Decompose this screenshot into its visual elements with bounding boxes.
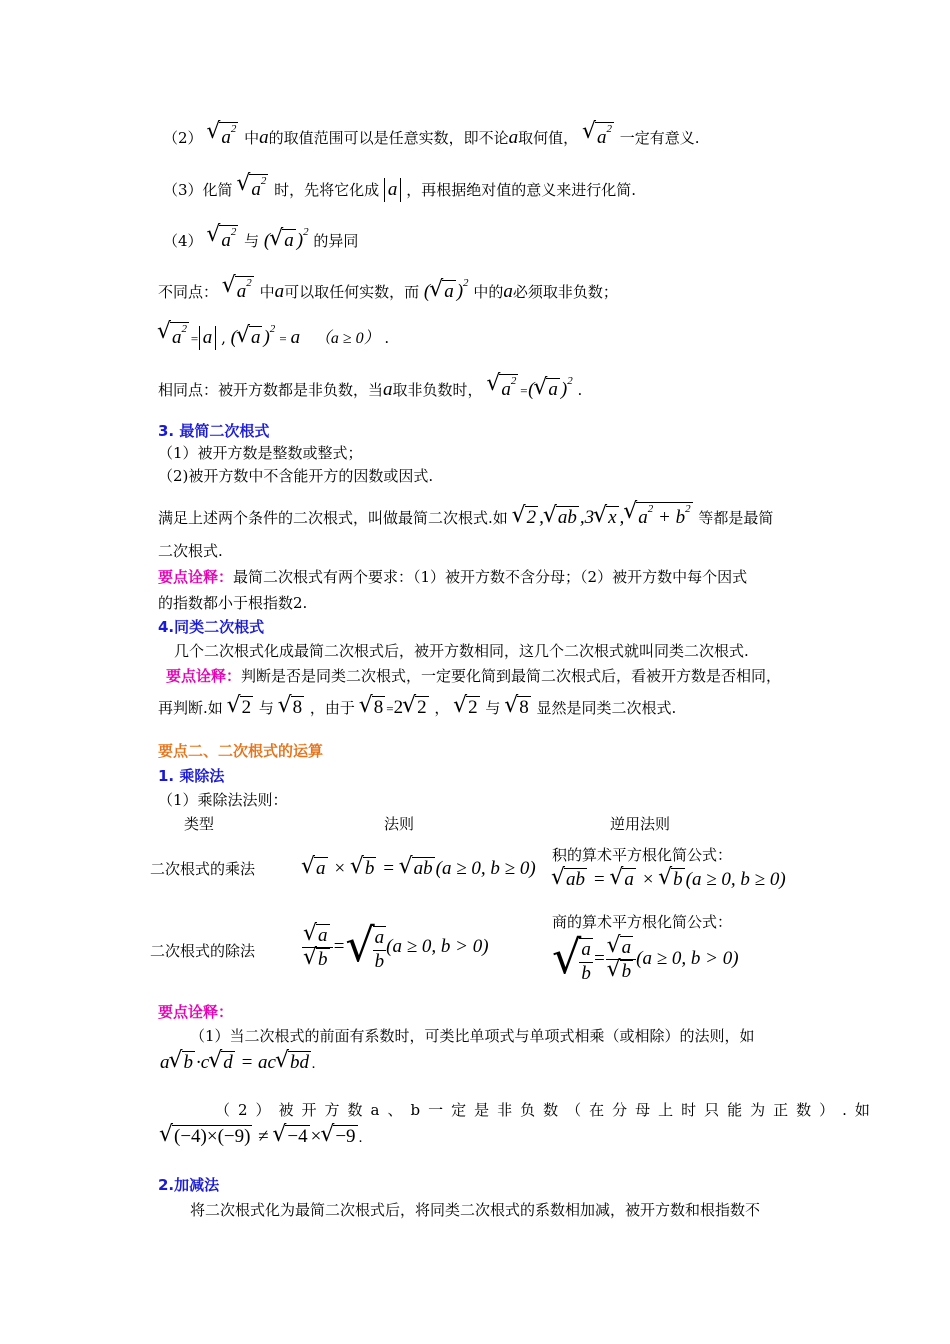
col-header-rule: 法则 <box>384 815 415 833</box>
heading-operations: 要点二、二次根式的运算 <box>158 742 324 760</box>
similar-def: 几个二次根式化成最简二次根式后，被开方数相同，这几个二次根式就叫同类二次根式. <box>174 642 749 660</box>
line-simplest-def-cont: 二次根式. <box>158 542 223 560</box>
math-sqrt8: √ 8 <box>505 697 532 718</box>
sub-rules: （1）乘除法法则： <box>158 791 288 809</box>
math-sqrt8: √ 8 <box>279 697 306 718</box>
math-sqrt-a-squared: (√ a )$^2$ <box>424 281 469 302</box>
formula-division: √ a √ b = √ $\frac{a}{b}$ (a ≥ 0, b > 0) <box>302 922 489 974</box>
condition-1: （1）被开方数是整数或整式； <box>158 444 363 462</box>
math-sqrt-a2: √ $a^2$ <box>223 281 255 302</box>
math-sqrt-a-squared: (√ a )$^2$ <box>264 230 309 251</box>
type-division: 二次根式的除法 <box>150 942 256 960</box>
math-condition: （a ≥ 0） <box>314 330 380 347</box>
formula-div-inverse: √ $\frac{a}{b}$ = √ a √ b (a ≥ 0, b > 0) <box>552 934 739 986</box>
note-similar: 要点诠释：判断是否是同类二次根式，一定要化简到最简二次根式后，看被开方数是否相同， <box>166 667 782 685</box>
math-simplest-examples: √ 2 ,√ ab ,3√ x ,√ $a^2 + b^2$ <box>513 507 694 528</box>
heading-add-sub: 2.加减法 <box>158 1176 220 1194</box>
line-p3: （3）化简 √ $a^2$ 时，先将它化成 a ，再根据绝对值的意义来进行化简. <box>163 174 636 202</box>
line-diff: 不同点： √ $a^2$ 中a可以取任何实数，而 (√ a )$^2$ 中的a必须取非负数； <box>158 276 618 304</box>
math-sqrt-a2-eq-sq: √ $a^2=(√$ a )$^2$ <box>487 379 572 400</box>
inverse-div-title: 商的算术平方根化简公式： <box>552 913 733 931</box>
math-sqrt2: √ 2 <box>228 697 255 718</box>
col-header-type: 类型 <box>184 815 215 833</box>
heading-simplest-radical: 3. 最简二次根式 <box>158 422 270 440</box>
line-equations: √ $a^2= a$ , (√ a )$^2$ = a （a ≥ 0） . <box>158 322 389 350</box>
math-sqrt2: √ 2 <box>454 697 481 718</box>
line-p2: （2） √ $a^2$ 中a的取值范围可以是任意实数，即不论a取何值， √ $a^2$ 一定有意义. <box>163 122 700 150</box>
formula-mult-inverse: √ ab = √ a × √ b (a ≥ 0, b ≥ 0) <box>552 868 786 892</box>
math-sqrt-a2: √ $a^2$ <box>207 127 239 148</box>
inverse-mult-title: 积的算术平方根化简公式： <box>552 846 733 864</box>
note-simplest: 要点诠释：最简二次根式有两个要求：（1）被开方数不含分母；（2）被开方数中每个因式 <box>158 568 748 586</box>
line-p4: （4） √ $a^2$ 与 (√ a )$^2$ 的异同 <box>163 225 358 253</box>
notes-label: 要点诠释： <box>158 1003 234 1021</box>
formula-counterexample: √ (−4)×(−9) ≠ √ −4 ×√ −9 . <box>160 1125 362 1149</box>
note-nonnegative: （2）被开方数a、b一定是非负数（在分母上时只能为正数）.如 <box>215 1101 878 1119</box>
add-sub-desc: 将二次根式化为最简二次根式后，将同类二次根式的系数相加减，被开方数和根指数不 <box>190 1201 761 1219</box>
math-sqrt8-eq: √ 8 =2√ 2 <box>360 697 430 718</box>
note-coefficient: （1）当二次根式的前面有系数时，可类比单项式与单项式相乘（或相除）的法则，如 <box>190 1027 755 1045</box>
condition-2: （2)被开方数中不含能开方的因数或因式. <box>158 467 434 485</box>
formula-multiplication: √ a × √ b = √ ab (a ≥ 0, b ≥ 0) <box>302 857 536 881</box>
math-sqrt-a2: √ $a^2$ <box>583 127 615 148</box>
math-sqrt-a2-eq-abs: √ $a^2= a$ <box>158 327 216 348</box>
math-abs-a: a <box>384 178 402 202</box>
line-same: 相同点：被开方数都是非负数，当a取非负数时， √ $a^2=(√$ a )$^2$ . <box>158 374 582 402</box>
line-simplest-def: 满足上述两个条件的二次根式，叫做最简二次根式.如 √ 2 ,√ ab ,3√ x ,√ $a^2 + b^2$ 等都是最简 <box>158 502 773 530</box>
formula-coefficient-example: a√ b ·c√ d = ac√ bd . <box>160 1051 316 1075</box>
type-multiplication: 二次根式的乘法 <box>150 860 256 878</box>
heading-similar-radical: 4.同类二次根式 <box>158 618 265 636</box>
line-similar-example: 再判断.如 √ 2 与 √ 8 ，由于 √ 8 =2√ 2 ， √ 2 与 √ 8 显然是同类二次根式. <box>158 696 676 720</box>
note-simplest-cont: 的指数都小于根指数2. <box>158 594 308 612</box>
col-header-inverse: 逆用法则 <box>610 815 671 833</box>
math-sqrt-a2: √ $a^2$ <box>207 230 239 251</box>
math-sqrt-a-sq-eq-a: (√ a )$^2$ = a <box>231 327 300 348</box>
math-sqrt-a2: √ $a^2$ <box>237 179 269 200</box>
heading-mult-div: 1. 乘除法 <box>158 767 225 785</box>
